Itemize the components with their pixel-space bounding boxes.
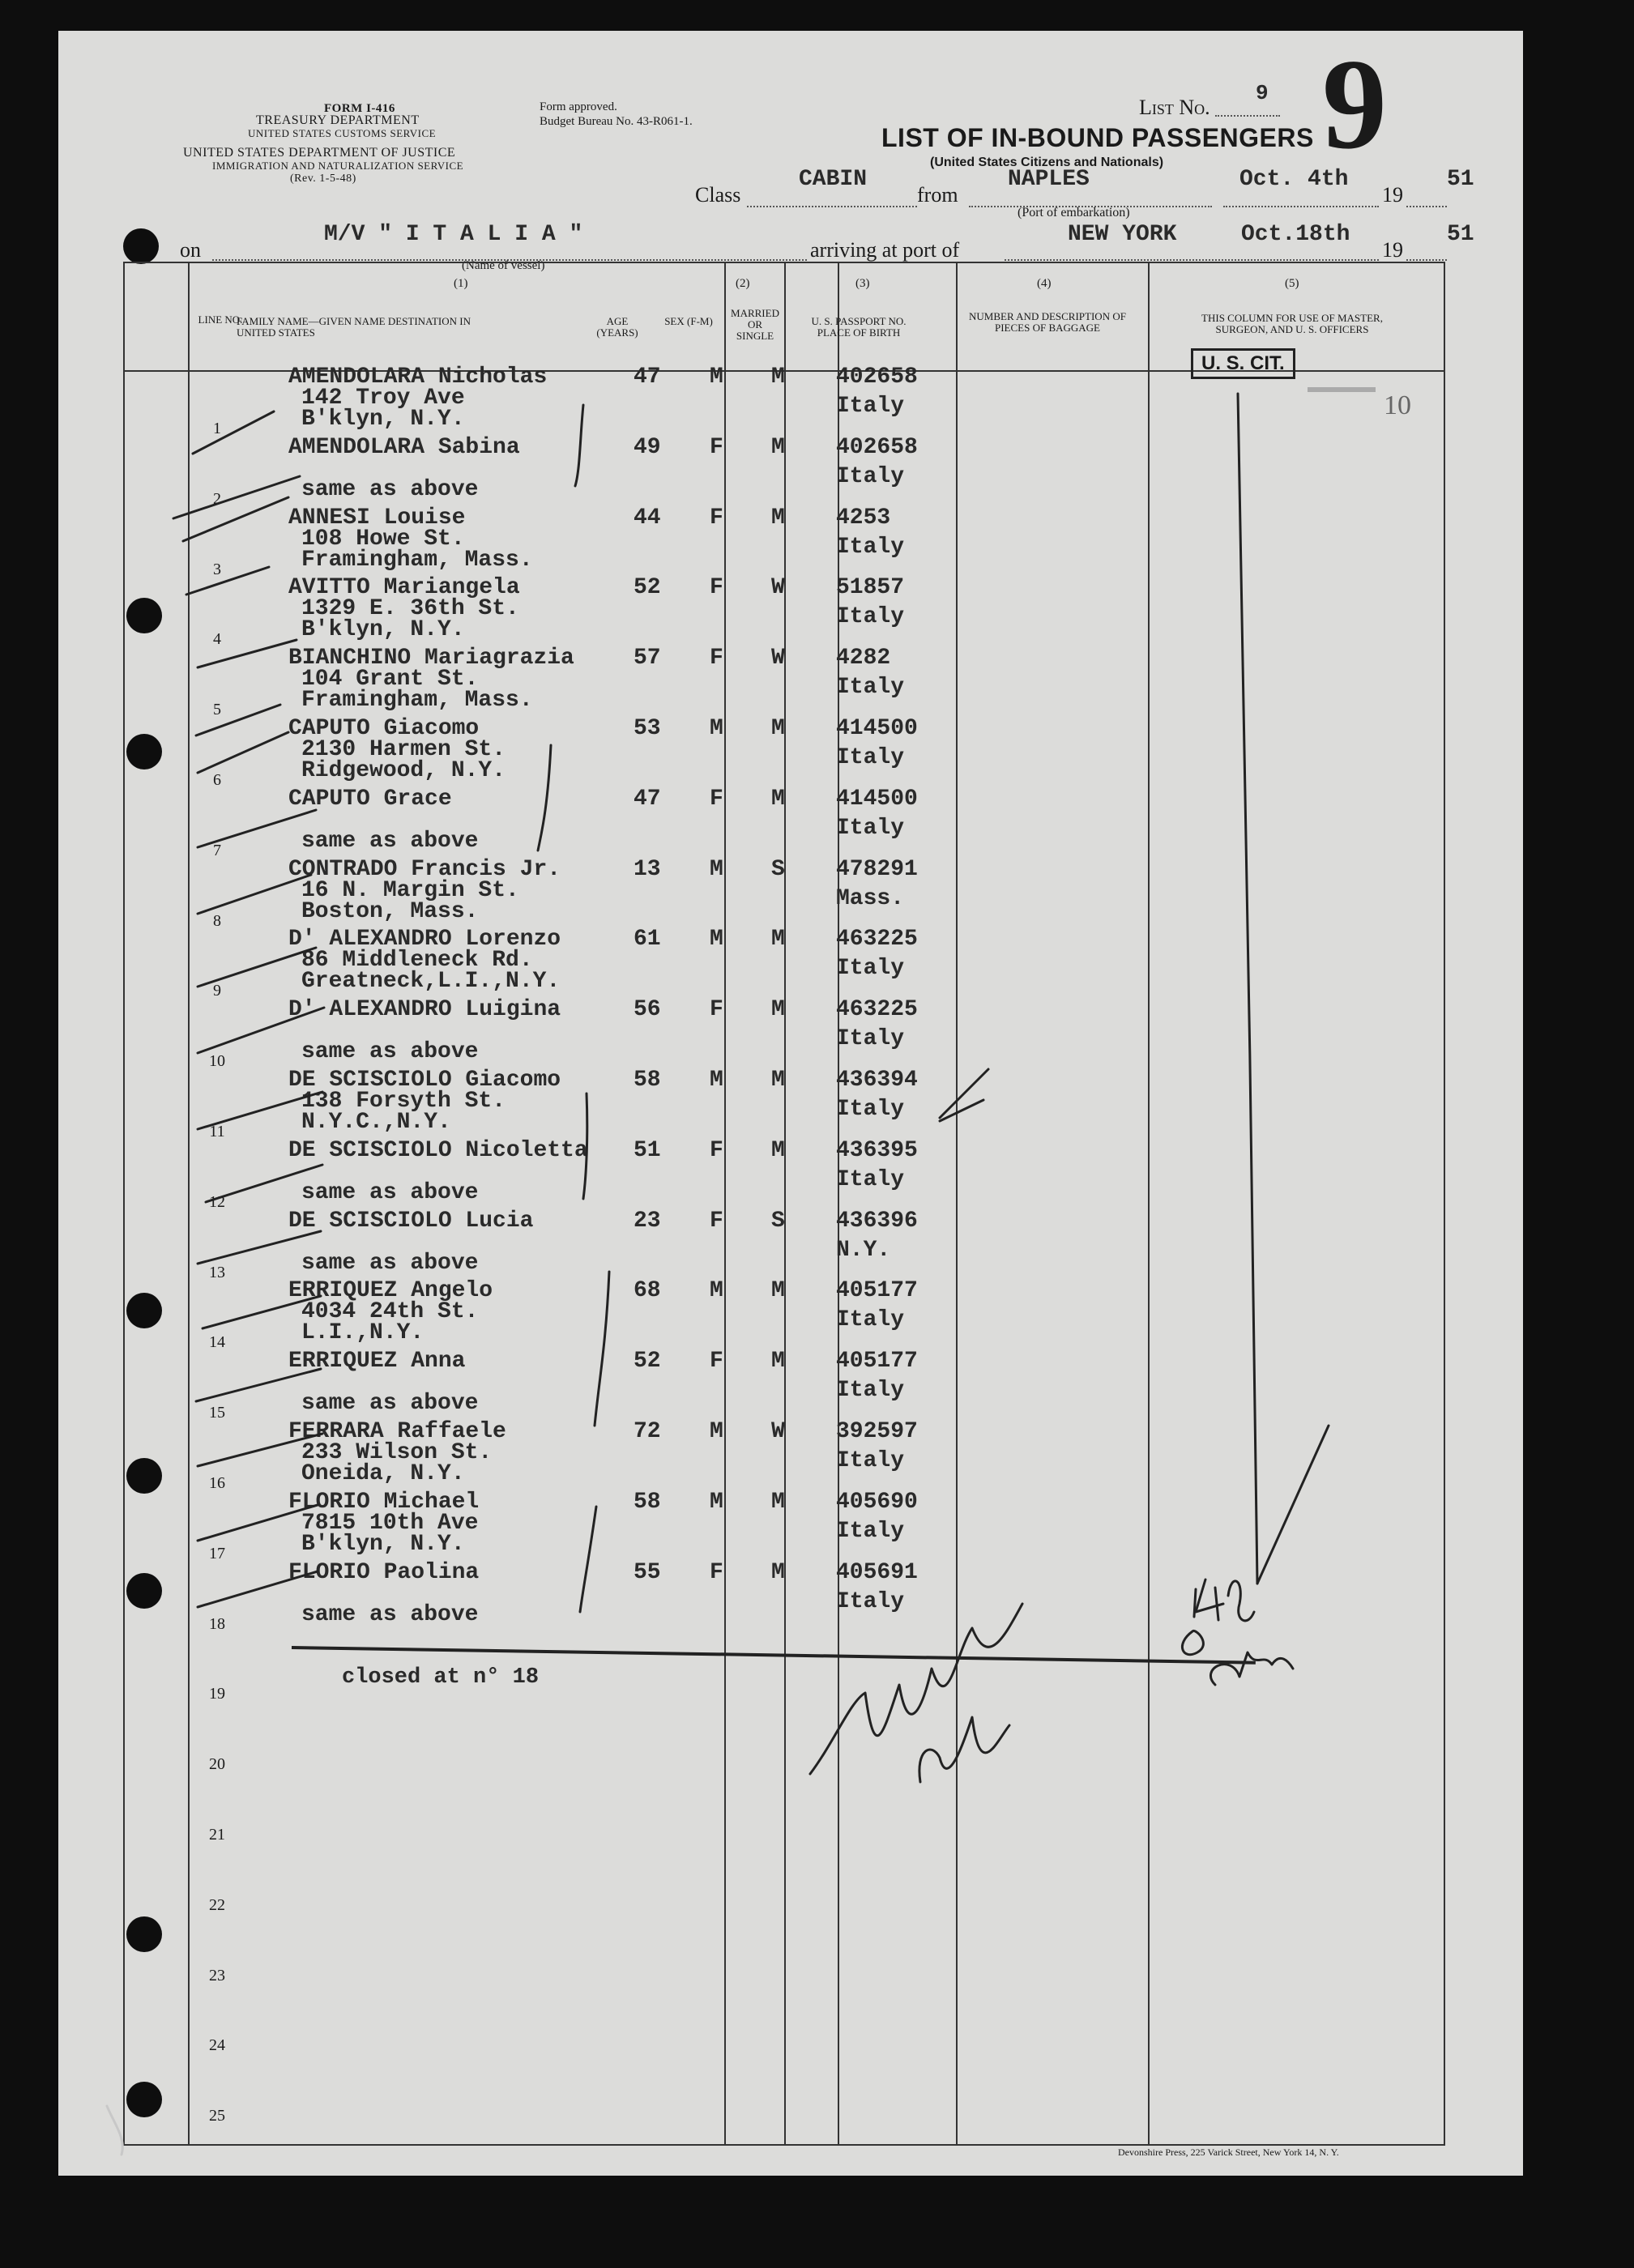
col-header-sex: SEX (F-M) bbox=[664, 315, 713, 327]
passenger-address-2: B'klyn, N.Y. bbox=[301, 1531, 465, 1557]
passenger-marital: M bbox=[771, 1137, 785, 1163]
passenger-address-1: 4034 24th St. bbox=[301, 1299, 479, 1325]
side-number: 10 bbox=[1384, 390, 1411, 420]
passenger-sex: F bbox=[710, 786, 723, 812]
passenger-address-1: 233 Wilson St. bbox=[301, 1440, 493, 1465]
vessel-caption: (Name of vessel) bbox=[462, 259, 545, 272]
arrival-port: NEW YORK bbox=[1068, 222, 1177, 247]
line-number: 9 bbox=[213, 982, 221, 1000]
passenger-birthplace: Italy bbox=[836, 463, 905, 489]
passenger-name: DE SCISCIOLO Giacomo bbox=[288, 1068, 561, 1093]
passenger-age: 49 bbox=[634, 434, 661, 460]
passenger-sex: M bbox=[710, 927, 723, 953]
passenger-address-2: Boston, Mass. bbox=[301, 898, 479, 924]
passenger-address-2: same as above bbox=[301, 1601, 479, 1627]
passenger-passport: 436394 bbox=[836, 1068, 918, 1093]
passenger-address-2: L.I.,N.Y. bbox=[301, 1320, 424, 1346]
line-number: 5 bbox=[213, 701, 221, 719]
line-number: 15 bbox=[209, 1404, 225, 1422]
passenger-birthplace: Italy bbox=[836, 1307, 905, 1333]
passenger-marital: S bbox=[771, 1208, 785, 1234]
col-num-1: (1) bbox=[454, 277, 468, 290]
passenger-sex: M bbox=[710, 1278, 723, 1304]
line-number: 10 bbox=[209, 1052, 225, 1071]
printer-footer: Devonshire Press, 225 Varick Street, New York 14, N. Y. bbox=[1118, 2146, 1339, 2158]
passenger-passport: 436396 bbox=[836, 1208, 918, 1234]
passenger-address-2: same as above bbox=[301, 1179, 479, 1205]
col-header-name: FAMILY NAME—GIVEN NAME DESTINATION IN UNITED STATES bbox=[237, 315, 471, 339]
passenger-age: 61 bbox=[634, 927, 661, 953]
passenger-name: D' ALEXANDRO Luigina bbox=[288, 997, 561, 1023]
col-header-officers: THIS COLUMN FOR USE OF MASTER, SURGEON, AND U. S. OFFICERS bbox=[1201, 312, 1383, 335]
line-number: 7 bbox=[213, 841, 221, 859]
col-num-3: (3) bbox=[855, 277, 870, 290]
passenger-address-2: N.Y.C.,N.Y. bbox=[301, 1110, 451, 1135]
passenger-sex: M bbox=[710, 1489, 723, 1515]
passenger-sex: M bbox=[710, 364, 723, 390]
line-number: 2 bbox=[213, 489, 221, 508]
passenger-age: 47 bbox=[634, 786, 661, 812]
passenger-sex: F bbox=[710, 1559, 723, 1585]
passenger-name: CAPUTO Giacomo bbox=[288, 716, 480, 741]
passenger-marital: M bbox=[771, 716, 785, 741]
passenger-address-2: same as above bbox=[301, 1039, 479, 1065]
passenger-address-2: B'klyn, N.Y. bbox=[301, 617, 465, 643]
form-number: FORM I-416 bbox=[324, 102, 395, 115]
depart-date: Oct. 4th bbox=[1239, 167, 1349, 192]
passenger-name: AVITTO Mariangela bbox=[288, 575, 520, 601]
big-page-number: 9 bbox=[1322, 32, 1387, 176]
col-num-2: (2) bbox=[736, 277, 750, 290]
col-header-line: LINE NO. bbox=[198, 313, 243, 326]
budget-bureau: Budget Bureau No. 43-R061-1. bbox=[540, 115, 693, 128]
form-title: LIST OF IN-BOUND PASSENGERS bbox=[881, 123, 1314, 152]
passenger-birthplace: Italy bbox=[836, 1166, 905, 1192]
line-number: 25 bbox=[209, 2107, 225, 2125]
passenger-passport: 402658 bbox=[836, 364, 918, 390]
vessel-name: M/V " I T A L I A " bbox=[324, 222, 583, 247]
passenger-marital: M bbox=[771, 1278, 785, 1304]
line-number: 17 bbox=[209, 1544, 225, 1562]
passenger-birthplace: Italy bbox=[836, 1026, 905, 1052]
officer-check-tick bbox=[1257, 1426, 1329, 1584]
treasury-dept: TREASURY DEPARTMENT bbox=[256, 113, 420, 127]
inspector-signature bbox=[810, 1604, 1022, 1774]
on-label: on bbox=[180, 238, 201, 262]
from-value: NAPLES bbox=[1008, 167, 1090, 192]
depart-year: 51 bbox=[1447, 167, 1474, 192]
passenger-birthplace: N.Y. bbox=[836, 1237, 891, 1263]
arriving-label: arriving at port of bbox=[810, 238, 960, 262]
passenger-sex: M bbox=[710, 856, 723, 882]
ins-service: IMMIGRATION AND NATURALIZATION SERVICE bbox=[212, 160, 464, 172]
passenger-address-2: Oneida, N.Y. bbox=[301, 1461, 465, 1486]
passenger-sex: F bbox=[710, 505, 723, 531]
passenger-birthplace: Italy bbox=[836, 1448, 905, 1473]
closed-note: closed at n° 18 bbox=[342, 1665, 540, 1690]
line-number: 18 bbox=[209, 1614, 225, 1633]
passenger-age: 58 bbox=[634, 1489, 661, 1515]
passenger-marital: M bbox=[771, 364, 785, 390]
passenger-sex: M bbox=[710, 716, 723, 741]
passenger-marital: M bbox=[771, 786, 785, 812]
passenger-address-2: Ridgewood, N.Y. bbox=[301, 758, 506, 783]
line-number: 4 bbox=[213, 630, 221, 649]
passenger-name: DE SCISCIOLO Lucia bbox=[288, 1208, 534, 1234]
passenger-marital: M bbox=[771, 505, 785, 531]
passenger-passport: 414500 bbox=[836, 716, 918, 741]
col-header-married: MARRIED OR SINGLE bbox=[731, 307, 779, 342]
from-label: from bbox=[917, 183, 958, 207]
passenger-sex: F bbox=[710, 997, 723, 1023]
line-number: 20 bbox=[209, 1755, 225, 1774]
passenger-birthplace: Italy bbox=[836, 675, 905, 701]
passenger-marital: W bbox=[771, 1419, 785, 1444]
passenger-name: BIANCHINO Mariagrazia bbox=[288, 646, 574, 671]
passenger-address-1: 16 N. Margin St. bbox=[301, 877, 519, 903]
passenger-passport: 4253 bbox=[836, 505, 891, 531]
passenger-birthplace: Italy bbox=[836, 1097, 905, 1122]
customs-service: UNITED STATES CUSTOMS SERVICE bbox=[248, 127, 437, 139]
passenger-passport: 405177 bbox=[836, 1349, 918, 1375]
passenger-name: FLORIO Paolina bbox=[288, 1559, 480, 1585]
line-number: 14 bbox=[209, 1333, 225, 1352]
passenger-name: ANNESI Louise bbox=[288, 505, 466, 531]
year-prefix: 19 bbox=[1382, 183, 1403, 207]
passenger-name: AMENDOLARA Nicholas bbox=[288, 364, 548, 390]
passenger-name: ERRIQUEZ Anna bbox=[288, 1349, 466, 1375]
passenger-sex: M bbox=[710, 1419, 723, 1444]
passenger-address-2: Framingham, Mass. bbox=[301, 547, 533, 573]
passenger-birthplace: Mass. bbox=[836, 885, 905, 911]
passenger-sex: M bbox=[710, 1068, 723, 1093]
passenger-age: 58 bbox=[634, 1068, 661, 1093]
passenger-age: 56 bbox=[634, 997, 661, 1023]
passenger-sex: F bbox=[710, 646, 723, 671]
passenger-address-1: 86 Middleneck Rd. bbox=[301, 948, 533, 974]
passenger-birthplace: Italy bbox=[836, 604, 905, 630]
arrival-date: Oct.18th bbox=[1241, 222, 1350, 247]
line-number: 24 bbox=[209, 2036, 225, 2055]
passenger-birthplace: Italy bbox=[836, 1588, 905, 1614]
col-num-5: (5) bbox=[1285, 277, 1299, 290]
passenger-sex: F bbox=[710, 434, 723, 460]
passenger-name: ERRIQUEZ Angelo bbox=[288, 1278, 493, 1304]
passenger-marital: M bbox=[771, 1068, 785, 1093]
passenger-age: 23 bbox=[634, 1208, 661, 1234]
list-no-label: List No. bbox=[1139, 96, 1210, 119]
passenger-address-1: 2130 Harmen St. bbox=[301, 737, 506, 762]
passenger-age: 68 bbox=[634, 1278, 661, 1304]
revision: (Rev. 1-5-48) bbox=[290, 173, 356, 185]
passenger-passport: 463225 bbox=[836, 927, 918, 953]
passenger-passport: 405177 bbox=[836, 1278, 918, 1304]
passenger-address-2: same as above bbox=[301, 828, 479, 854]
port-embark-caption: (Port of embarkation) bbox=[1018, 206, 1130, 220]
passenger-age: 51 bbox=[634, 1137, 661, 1163]
passenger-address-2: Framingham, Mass. bbox=[301, 688, 533, 714]
passenger-birthplace: Italy bbox=[836, 815, 905, 841]
passenger-address-2: same as above bbox=[301, 1391, 479, 1417]
passenger-passport: 405691 bbox=[836, 1559, 918, 1585]
passenger-marital: M bbox=[771, 1489, 785, 1515]
passenger-age: 57 bbox=[634, 646, 661, 671]
passenger-marital: M bbox=[771, 1349, 785, 1375]
passenger-name: DE SCISCIOLO Nicoletta bbox=[288, 1137, 588, 1163]
form-approved: Form approved. bbox=[540, 100, 617, 113]
passenger-address-2: same as above bbox=[301, 476, 479, 502]
passenger-marital: M bbox=[771, 434, 785, 460]
passenger-age: 72 bbox=[634, 1419, 661, 1444]
line-number: 21 bbox=[209, 1826, 225, 1844]
line-number: 23 bbox=[209, 1966, 225, 1985]
line-number: 12 bbox=[209, 1192, 225, 1211]
passenger-marital: M bbox=[771, 927, 785, 953]
line-number: 8 bbox=[213, 911, 221, 930]
passenger-passport: 402658 bbox=[836, 434, 918, 460]
passenger-age: 53 bbox=[634, 716, 661, 741]
passenger-passport: 4282 bbox=[836, 646, 891, 671]
passenger-passport: 478291 bbox=[836, 856, 918, 882]
passenger-name: CONTRADO Francis Jr. bbox=[288, 856, 561, 882]
passenger-marital: W bbox=[771, 575, 785, 601]
col-num-4: (4) bbox=[1037, 277, 1052, 290]
passenger-birthplace: Italy bbox=[836, 1518, 905, 1544]
line-number: 1 bbox=[213, 420, 221, 437]
passenger-passport: 405690 bbox=[836, 1489, 918, 1515]
passenger-age: 52 bbox=[634, 575, 661, 601]
passenger-passport: 463225 bbox=[836, 997, 918, 1023]
us-citizen-stamp: U. S. CIT. bbox=[1191, 348, 1295, 379]
line-number: 16 bbox=[209, 1474, 225, 1492]
line-number: 3 bbox=[213, 560, 221, 578]
passenger-sex: F bbox=[710, 575, 723, 601]
passenger-marital: M bbox=[771, 1559, 785, 1585]
passenger-age: 52 bbox=[634, 1349, 661, 1375]
line-number: 11 bbox=[209, 1123, 225, 1140]
officer-check-line bbox=[1238, 394, 1257, 1584]
passenger-address-1: 104 Grant St. bbox=[301, 667, 479, 693]
passenger-passport: 436395 bbox=[836, 1137, 918, 1163]
passenger-passport: 392597 bbox=[836, 1419, 918, 1444]
passenger-birthplace: Italy bbox=[836, 534, 905, 560]
line-number: 22 bbox=[209, 1895, 225, 1914]
year-prefix-2: 19 bbox=[1382, 238, 1403, 262]
col-header-age: AGE (YEARS) bbox=[596, 315, 638, 339]
passenger-address-1: 1329 E. 36th St. bbox=[301, 596, 519, 622]
passenger-birthplace: Italy bbox=[836, 1378, 905, 1404]
class-value: CABIN bbox=[799, 167, 868, 192]
passenger-address-2: Greatneck,L.I.,N.Y. bbox=[301, 969, 561, 995]
form-subtitle: (United States Citizens and Nationals) bbox=[930, 156, 1164, 169]
justice-dept: UNITED STATES DEPARTMENT OF JUSTICE bbox=[183, 146, 456, 160]
passenger-address-1: 108 Howe St. bbox=[301, 526, 465, 552]
passenger-name: FLORIO Michael bbox=[288, 1489, 480, 1515]
passenger-birthplace: Italy bbox=[836, 956, 905, 982]
passenger-marital: M bbox=[771, 997, 785, 1023]
passenger-age: 44 bbox=[634, 505, 661, 531]
passenger-name: AMENDOLARA Sabina bbox=[288, 434, 520, 460]
passenger-sex: F bbox=[710, 1137, 723, 1163]
passenger-birthplace: Italy bbox=[836, 745, 905, 770]
passenger-address-2: same as above bbox=[301, 1250, 479, 1276]
passenger-sex: F bbox=[710, 1349, 723, 1375]
passenger-age: 13 bbox=[634, 856, 661, 882]
passenger-passport: 414500 bbox=[836, 786, 918, 812]
passenger-name: FERRARA Raffaele bbox=[288, 1419, 506, 1444]
passenger-name: D' ALEXANDRO Lorenzo bbox=[288, 927, 561, 953]
passenger-address-1: 138 Forsyth St. bbox=[301, 1089, 506, 1114]
line-number: 6 bbox=[213, 771, 221, 789]
passenger-marital: S bbox=[771, 856, 785, 882]
passenger-passport: 51857 bbox=[836, 575, 905, 601]
passenger-age: 47 bbox=[634, 364, 661, 390]
col-header-passport: U. S. PASSPORT NO. PLACE OF BIRTH bbox=[811, 315, 907, 339]
line-number: 13 bbox=[209, 1263, 225, 1281]
passenger-marital: W bbox=[771, 646, 785, 671]
passenger-name: CAPUTO Grace bbox=[288, 786, 452, 812]
line-number: 19 bbox=[209, 1685, 225, 1703]
list-no-value: 9 bbox=[1256, 81, 1269, 105]
class-label: Class bbox=[695, 183, 741, 207]
passenger-birthplace: Italy bbox=[836, 394, 905, 419]
passenger-sex: F bbox=[710, 1208, 723, 1234]
passenger-address-1: 7815 10th Ave bbox=[301, 1510, 479, 1536]
passenger-address-2: B'klyn, N.Y. bbox=[301, 407, 465, 432]
passenger-address-1: 142 Troy Ave bbox=[301, 386, 465, 411]
col-header-baggage: NUMBER AND DESCRIPTION OF PIECES OF BAGGAGE bbox=[969, 310, 1126, 334]
passenger-age: 55 bbox=[634, 1559, 661, 1585]
arrival-year: 51 bbox=[1447, 222, 1474, 247]
